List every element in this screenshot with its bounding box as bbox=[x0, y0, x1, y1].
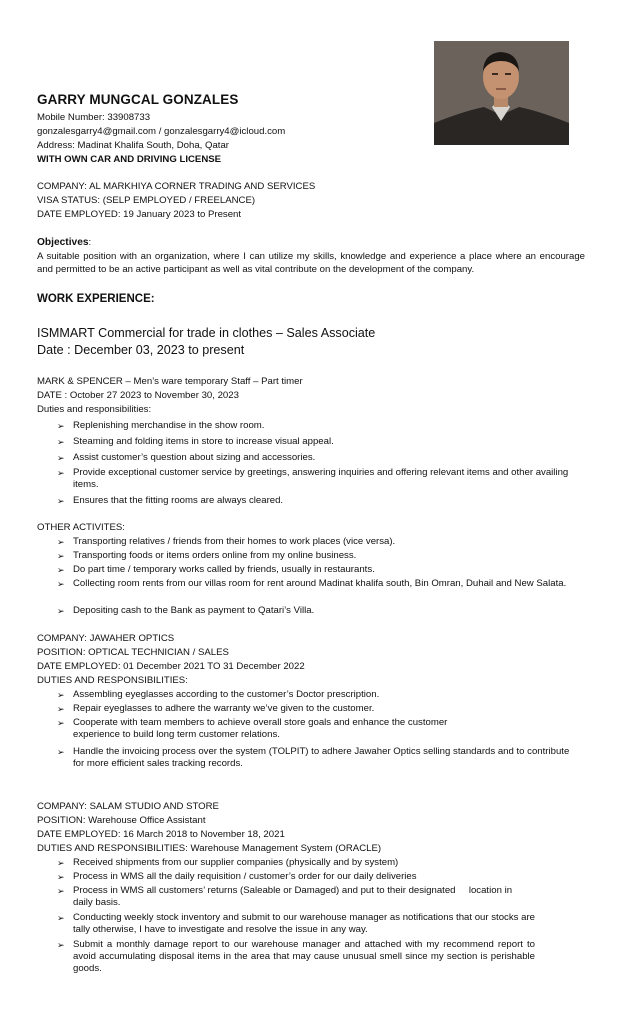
arrow-bullet-icon: ➢ bbox=[57, 453, 65, 463]
arrow-bullet-icon: ➢ bbox=[57, 704, 65, 714]
current-company: COMPANY: AL MARKHIYA CORNER TRADING AND SERVICES bbox=[37, 181, 316, 192]
jawaher-duties-label: DUTIES AND RESPONSIBILITIES: bbox=[37, 675, 188, 686]
candidate-name: GARRY MUNGCAL GONZALES bbox=[37, 92, 239, 107]
email-addresses: gonzalesgarry4@gmail.com / gonzalesgarry4@icloud.com bbox=[37, 126, 286, 137]
ms-duties-label: Duties and responsibilities: bbox=[37, 404, 152, 415]
arrow-bullet-icon: ➢ bbox=[57, 747, 65, 757]
arrow-bullet-icon: ➢ bbox=[57, 468, 65, 478]
arrow-bullet-icon: ➢ bbox=[57, 579, 65, 589]
ms-date: DATE : October 27 2023 to November 30, 2023 bbox=[37, 390, 239, 401]
profile-photo bbox=[434, 41, 569, 145]
address: Address: Madinat Khalifa South, Doha, Qatar bbox=[37, 140, 229, 151]
jawaher-date: DATE EMPLOYED: 01 December 2021 TO 31 December 2022 bbox=[37, 661, 305, 672]
salam-date: DATE EMPLOYED: 16 March 2018 to November 18, 2021 bbox=[37, 829, 285, 840]
ismmart-title: ISMMART Commercial for trade in clothes – Sales Associate bbox=[37, 326, 376, 340]
salam-duties-label: DUTIES AND RESPONSIBILITIES: Warehouse Management System (ORACLE) bbox=[37, 843, 382, 854]
objectives-text: A suitable position with an organization, where I can utilize my skills, knowledge and experience a place where an encourage and permitted to be an active participant as well as vital contribute on the development of the company. bbox=[37, 251, 585, 275]
arrow-bullet-icon: ➢ bbox=[57, 606, 65, 616]
license-note: WITH OWN CAR AND DRIVING LICENSE bbox=[37, 154, 222, 165]
salam-position: POSITION: Warehouse Office Assistant bbox=[37, 815, 206, 826]
current-date-employed: DATE EMPLOYED: 19 January 2023 to Present bbox=[37, 209, 242, 220]
arrow-bullet-icon: ➢ bbox=[57, 565, 65, 575]
arrow-bullet-icon: ➢ bbox=[57, 913, 65, 923]
arrow-bullet-icon: ➢ bbox=[57, 537, 65, 547]
arrow-bullet-icon: ➢ bbox=[57, 718, 65, 728]
work-experience-heading: WORK EXPERIENCE: bbox=[37, 293, 155, 305]
salam-company: COMPANY: SALAM STUDIO AND STORE bbox=[37, 801, 219, 812]
jawaher-company: COMPANY: JAWAHER OPTICS bbox=[37, 633, 175, 644]
arrow-bullet-icon: ➢ bbox=[57, 421, 65, 431]
objectives-heading: Objectives bbox=[37, 237, 89, 248]
arrow-bullet-icon: ➢ bbox=[57, 690, 65, 700]
arrow-bullet-icon: ➢ bbox=[57, 858, 65, 868]
arrow-bullet-icon: ➢ bbox=[57, 940, 65, 950]
objectives-colon: : bbox=[88, 237, 92, 248]
other-activities-label: OTHER ACTIVITES: bbox=[37, 522, 125, 533]
arrow-bullet-icon: ➢ bbox=[57, 551, 65, 561]
arrow-bullet-icon: ➢ bbox=[57, 496, 65, 506]
jawaher-position: POSITION: OPTICAL TECHNICIAN / SALES bbox=[37, 647, 229, 658]
ismmart-date: Date : December 03, 2023 to present bbox=[37, 343, 245, 357]
visa-status: VISA STATUS: (SELP EMPLOYED / FREELANCE) bbox=[37, 195, 256, 206]
arrow-bullet-icon: ➢ bbox=[57, 437, 65, 447]
objectives-heading-line bbox=[37, 237, 91, 249]
resume-page: GARRY MUNGCAL GONZALES Mobile Number: 33908733 gonzalesgarry4@gmail.com / gonzalesgarry4@icloud.com Address: Madinat Khalifa South, Doha, Qatar WITH OWN CAR AND DRIVING LICENSE COMPANY: AL MARKHIYA CORNER TRADING AND SERVICES VISA STATUS: (SELP EMPLOYED / FREELANCE) DATE EMPLOYED: 19 January 2023 to Present Objectives: A suitable position with an organization, where I can utilize my skills, knowledge and experience a place where an encourage and permitted to be an active participant as well as vital contribute on the development of the company. WORK EXPERIENCE: ISMMART Commercial for trade in clothes – Sales Associate Date : December 03, 2023 to present MARK & SPENCER – Men’s ware temporary Staff – Part timer DATE : October 27 2023 to November 30, 2023 Duties and responsibilities: ➢ Replenishing merchandise in the show room. ➢ Steaming and folding items in store to increase visual appeal. ➢ Assist customer’s question about sizing and accessories. ➢ Provide exceptional customer service by greetings, answering inquiries and offering relevant items and other availing items. ➢ Ensures that the fitting rooms are always cleared. OTHER ACTIVITES: ➢ Transporting relatives / friends from their homes to work places (vice versa). ➢ Transporting foods or items orders online from my online business. ➢ Do part time / temporary works called by friends, usually in restaurants. ➢ Collecting room rents from our villas room for rent around Madinat khalifa south, Bin Omran, Duhail and New Salata. ➢ Depositing cash to the Bank as payment to Qatari’s Villa. COMPANY: JAWAHER OPTICS POSITION: OPTICAL TECHNICIAN / SALES DATE EMPLOYED: 01 December 2021 TO 31 December 2022 DUTIES AND RESPONSIBILITIES: ➢ Assembling eyeglasses according to the customer’s Doctor prescription. ➢ Repair eyeglasses to adhere the warranty we’ve given to the customer. ➢ Cooperate with team members to achieve overall store goals and enhance the customer experience to build long term customer relations. ➢ Handle the invoicing process over the system (TOLPIT) to adhere Jawaher Optics selling standards and to contribute for more efficient sales tracking records. COMPANY: SALAM STUDIO AND STORE POSITION: Warehouse Office Assistant DATE EMPLOYED: 16 March 2018 to November 18, 2021 DUTIES AND RESPONSIBILITIES: Warehouse Management System (ORACLE) ➢ Received shipments from our supplier companies (physically and by system) ➢ Process in WMS all the daily requisition / customer’s order for our daily deliveries ➢ Process in WMS all customers’ returns (Saleable or Damaged) and put to their designated location in daily basis. ➢ Conducting weekly stock inventory and submit to our warehouse manager as notifications that our stocks are tally otherwise, I have to investigate and resolve the issue in any way. ➢ Submit a monthly damage report to our warehouse manager and attached with my recommend report to avoid accumulating disposal items in the area that may cause unusual smell since my section is perishable goods. bbox=[0, 0, 622, 1024]
ms-title: MARK & SPENCER – Men’s ware temporary Staff – Part timer bbox=[37, 376, 303, 387]
arrow-bullet-icon: ➢ bbox=[57, 886, 65, 896]
arrow-bullet-icon: ➢ bbox=[57, 872, 65, 882]
mobile-number: Mobile Number: 33908733 bbox=[37, 112, 151, 123]
